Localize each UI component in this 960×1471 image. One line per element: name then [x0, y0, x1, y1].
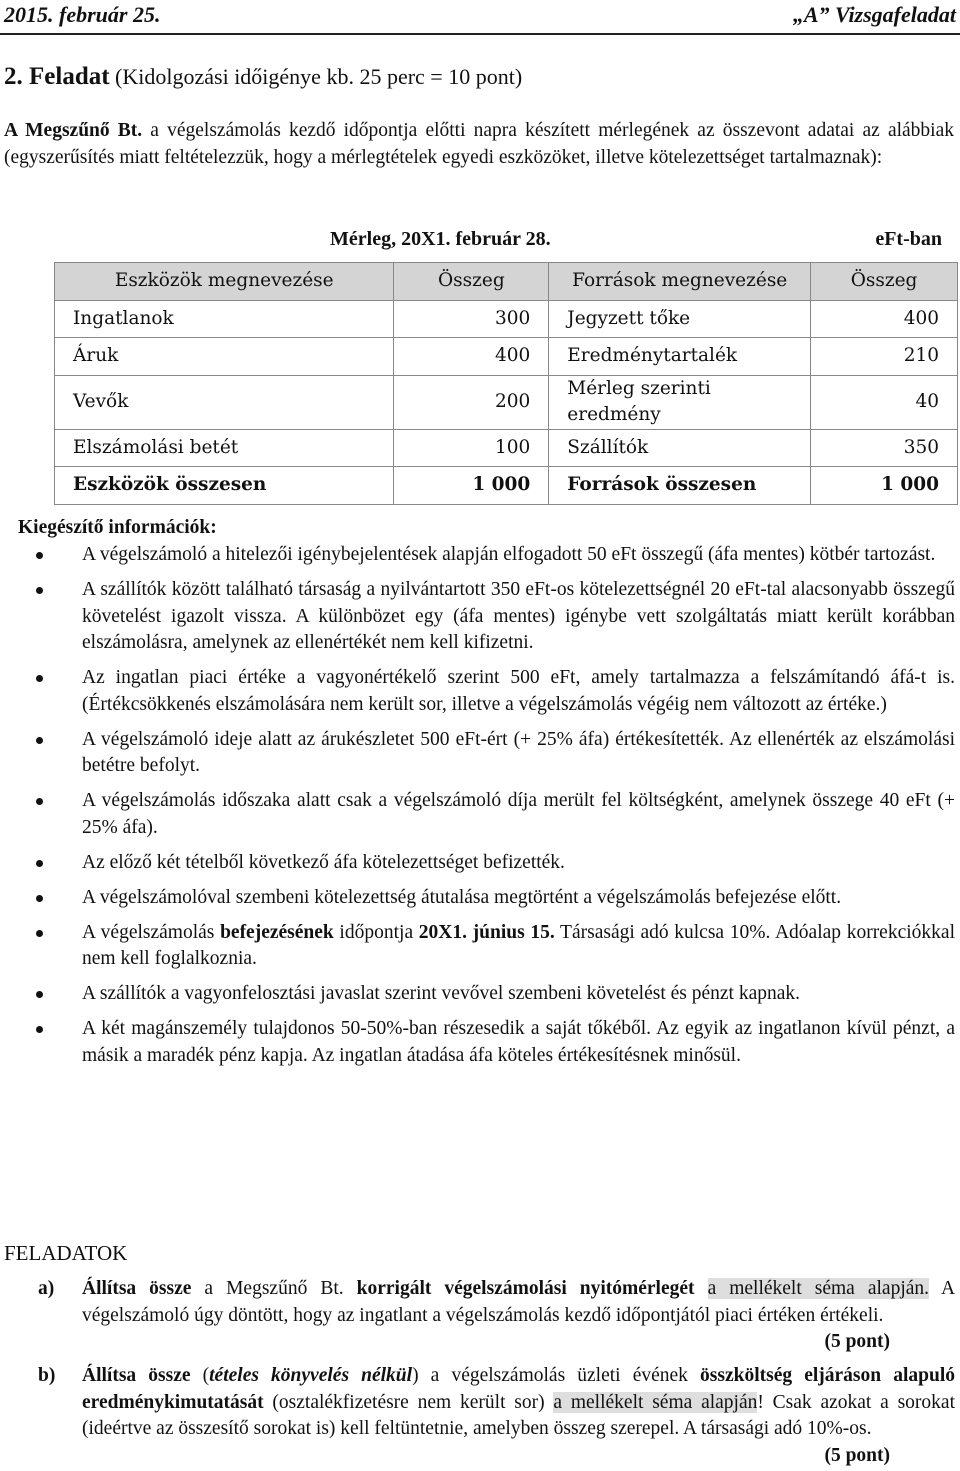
bullet-icon: [36, 930, 43, 937]
balance-header-row: [55, 263, 958, 301]
bullet-icon: [36, 587, 43, 594]
bullet-icon: [36, 552, 43, 559]
liabilities-total-label: Források összesen: [549, 467, 811, 505]
list-item: [0, 577, 955, 657]
task-b-points: (5 pont): [824, 1444, 890, 1466]
list-item: [0, 665, 955, 718]
col-header-liabilities-amount: Összeg: [811, 263, 958, 301]
list-item-text: A végelszámoló a hitelezői igénybejelentések alapján elfogadott 50 eFt összegű (áfa mentes) kötbér tartozást.: [82, 544, 936, 565]
list-item: [0, 727, 955, 780]
list-item: [0, 1016, 955, 1069]
info-title: Kiegészítő információk:: [18, 517, 217, 538]
asset-name: Áruk: [55, 338, 394, 376]
col-header-liabilities: Források megnevezése: [549, 263, 811, 301]
task-b-label: b): [38, 1365, 56, 1386]
header-divider: [0, 33, 960, 35]
balance-table: [54, 262, 958, 505]
liability-name: Jegyzett tőke: [549, 300, 811, 338]
tasks-title: FELADATOK: [4, 1241, 128, 1265]
liability-name: Eredménytartalék: [549, 338, 811, 376]
list-item-text: Az ingatlan piaci értéke a vagyonértékelő szerint 500 eFt, amely tartalmazza a felszámítandó áfá-t is. (Értékcsökkenés elszámolására nem került sor, illetve a végelszámolás végéig nem változott az értéke.): [82, 667, 955, 715]
assets-total-label: Eszközök összesen: [55, 467, 394, 505]
task-a: [0, 1276, 955, 1356]
list-item-text: A végelszámolóval szembeni kötelezettség átutalása megtörtént a végelszámolás befejezése előtt.: [82, 886, 842, 908]
liabilities-total-amount: 1 000: [811, 467, 958, 505]
list-item-text: Az előző két tételből következő áfa kötelezettséget befizették.: [82, 851, 565, 873]
balance-title: Mérleg, 20X1. február 28.: [330, 228, 551, 250]
asset-name: Elszámolási betét: [55, 429, 394, 467]
balance-total-row: [55, 467, 958, 505]
bullet-icon: [36, 895, 43, 902]
list-item: [0, 788, 955, 841]
list-item-text: A szállítók a vagyonfelosztási javaslat szerint vevővel szembeni követelést és pénzt kapnak.: [82, 983, 801, 1004]
task-b: [0, 1363, 955, 1469]
col-header-assets-amount: Összeg: [394, 263, 549, 301]
task-subtitle: (Kidolgozási időigénye kb. 25 perc = 10 pont): [115, 64, 523, 89]
bullet-icon: [36, 737, 43, 744]
task-a-text: Állítsa össze a Megszűnő Bt. korrigált végelszámolási nyitómérlegét a mellékelt séma alapján. A végelszámoló úgy döntött, hogy az ingatlant a végelszámolás kezdő időpontjától piaci értéken értékeli. (5 pont): [82, 1276, 955, 1329]
asset-amount: 300: [394, 300, 549, 338]
bullet-icon: [36, 798, 43, 805]
page-header: [4, 0, 956, 32]
liability-amount: 400: [811, 300, 958, 338]
task-a-points: (5 pont): [824, 1331, 890, 1352]
info-list: [0, 542, 955, 1078]
asset-amount: 200: [394, 375, 549, 429]
list-item: [0, 920, 955, 973]
table-row: [55, 300, 958, 338]
table-row: [55, 429, 958, 467]
list-item-text: A végelszámolás időszaka alatt csak a végelszámoló díja merült fel költségként, amelynek összege 40 eFt (+ 25% áfa).: [82, 790, 955, 838]
liability-amount: 350: [811, 429, 958, 467]
balance-unit: eFt-ban: [875, 228, 942, 250]
asset-name: Ingatlanok: [55, 300, 394, 338]
bullet-icon: [36, 1026, 43, 1033]
company-name: A Megszűnő Bt.: [4, 120, 143, 141]
list-item-text: A végelszámoló ideje alatt az árukészletet 500 eFt-ért (+ 25% áfa) értékesítették. Az ellenérték az elszámolási betétre befolyt.: [82, 728, 955, 776]
task-number: 2. Feladat: [4, 63, 110, 90]
header-variant: „A” Vizsgafeladat: [792, 2, 956, 27]
table-row: [55, 375, 958, 429]
list-item: [0, 542, 955, 569]
liability-name: Szállítók: [549, 429, 811, 467]
list-item-text: A két magánszemély tulajdonos 50-50%-ban részesedik a saját tőkéből. Az egyik az ingatlanon kívül pénzt, a másik a maradék pénz kapja. Az ingatlan átadása áfa köteles értékesítésnek minősül.: [82, 1018, 955, 1066]
balance-heading: [330, 226, 942, 252]
list-item-text: A végelszámolás befejezésének időpontja 20X1. június 15. Társasági adó kulcsa 10%. Adóalap korrekciókkal nem kell foglalkoznia.: [82, 921, 955, 969]
liability-name: Mérleg szerinti eredmény: [549, 375, 811, 429]
bullet-icon: [36, 991, 43, 998]
asset-amount: 100: [394, 429, 549, 467]
task-a-label: a): [38, 1278, 55, 1299]
asset-name: Vevők: [55, 375, 394, 429]
table-row: [55, 338, 958, 376]
intro-text: a végelszámolás kezdő időpontja előtti napra készített mérlegének az összevont adatai az alábbiak (egyszerűsítés miatt feltételezzük, hogy a mérlegtételek egyedi eszközöket, illetve kötelezettséget tartalmaznak):: [4, 120, 954, 168]
list-item-text: A szállítók között található társaság a nyilvántartott 350 eFt-os kötelezettségnél 20 eFt-tal alacsonyabb összegű követelést igazolt vissza. A különbözet egy (áfa mentes) igénybe vett szolgáltatás miatt került korábban elszámolásra, amelynek az ellenértékét nem kell kifizetni.: [82, 579, 955, 653]
task-b-text: Állítsa össze (tételes könyvelés nélkül) a végelszámolás üzleti évének összköltség eljáráson alapuló eredménykimutatását (osztalékfizetésre nem került sor) a mellékelt séma alapján! Csak azokat a sorokat (ideértve az összesítő sorokat is) kell feltüntetnie, amelyben összeg szerepel. A társasági adó 10%-os. (5 pont): [82, 1363, 955, 1443]
header-date: 2015. február 25.: [4, 2, 161, 27]
liability-amount: 40: [811, 375, 958, 429]
list-item: [0, 850, 955, 877]
bullet-icon: [36, 860, 43, 867]
liability-amount: 210: [811, 338, 958, 376]
list-item: [0, 981, 955, 1008]
bullet-icon: [36, 675, 43, 682]
assets-total-amount: 1 000: [394, 467, 549, 505]
task-title: [4, 62, 522, 92]
intro-paragraph: [4, 118, 954, 171]
list-item: [0, 885, 955, 912]
asset-amount: 400: [394, 338, 549, 376]
col-header-assets: Eszközök megnevezése: [55, 263, 394, 301]
